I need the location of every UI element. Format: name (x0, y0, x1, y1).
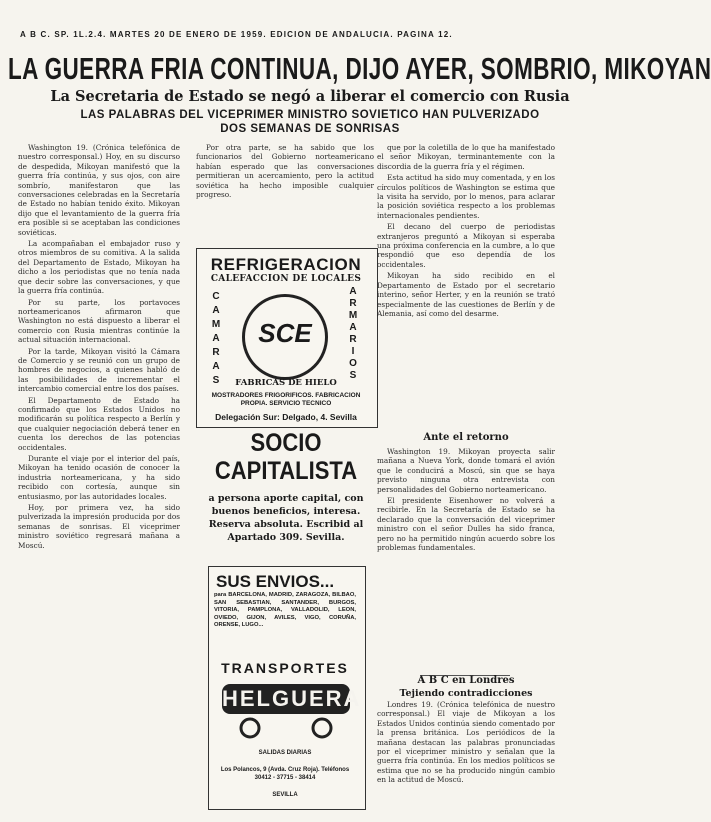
socio-body: a persona aporte capital, con buenos beneficios, interesa. Reserva absoluta. Escribid al Apartado 309. Sevilla. (208, 493, 364, 543)
envios-address: Los Polancos, 9 (Avda. Cruz Roja). Teléfonos 30412 - 37715 - 38414 (220, 767, 350, 781)
helguera-brand: HELGUERA (222, 686, 362, 711)
paragraph: Mikoyan ha sido recibido en el Departamento de Estado por el secretario interino, señor Herter, y en la reunión se trató especialmente de las cuestiones de Berlín y de Alemania, así como del desarme. (377, 271, 555, 318)
section-title-retorno: Ante el retorno (423, 432, 509, 443)
paragraph: Por la tarde, Mikoyan visitó la Cámara de Comercio y se reunió con un grupo de hombres de negocios, a quienes habló de las posibilidades de incrementar el intercambio comercial entre los dos países. (18, 346, 180, 394)
paragraph: El decano del cuerpo de periodistas extranjeros preguntó a Mikoyan si esperaba una próxima conferencia en la cumbre, a lo que respondió que eso dependía de los occidentales. (377, 222, 555, 269)
paragraph: Washington 19. (Crónica telefónica de nuestro corresponsal.) Hoy, en su discurso de despedida, Mikoyan manifestó que la guerra fría continúa, y sus ojos, con aire sombrío, manifestaron que las conversaciones celebradas en la Secretaría de Estado no habían tenido éxito. Mikoyan dijo que el levantamiento de la guerra fría era posible si se aceptaban las condiciones soviéticas. (18, 143, 180, 237)
armarios-vertical: A R M A R I O S (348, 286, 358, 381)
paragraph: Por otra parte, se ha sabido que los funcionarios del Gobierno norteamericano habían esperado que las conversaciones permitieran un acercamiento, pero la actitud soviética ha hecho imposible cualquier progreso. (196, 143, 374, 200)
paragraph: El Departamento de Estado ha confirmado que los Estados Unidos no modificarán su política respecto a Berlín y que cualquier negociación deberá tener en cuenta los derechos de las potencias occidentales. (18, 395, 180, 452)
subheadline: La Secretaria de Estado se negó a liberar el comercio con Rusia (50, 88, 570, 105)
retorno-column (377, 447, 555, 672)
calefaccion-subtitle: CALEFACCION DE LOCALES (210, 274, 362, 284)
capitalista-title: CAPITALISTA (214, 456, 358, 485)
transportes-label: TRANSPORTES (221, 660, 349, 676)
deck-line-1: LAS PALABRAS DEL VICEPRIMER MINISTRO SOVIETICO HAN PULVERIZADO (80, 109, 540, 121)
londres-column (377, 700, 555, 815)
article-column-3 (377, 143, 555, 430)
delegacion-line: Delegación Sur: Delgado, 4. Sevilla (215, 412, 357, 422)
paragraph: Esta actitud ha sido muy comentada, y en los círculos políticos de Washington se estima que la visita ha servido, por lo menos, para aclarar la posición soviética respecto a los problemas internacionales pendientes. (377, 173, 555, 220)
paragraph: Washington 19. Mikoyan proyecta salir mañana a Nueva York, donde tomará el avión que le conducirá a Moscú, sin que se haya previsto ninguna otra entrevista con personalidades del Gobierno norteamericano. (377, 447, 555, 494)
paragraph: Londres 19. (Crónica telefónica de nuestro corresponsal.) El viaje de Mikoyan a los Estados Unidos continúa siendo comentado por la prensa británica. Los periódicos de la mañana destacan las palabras pronunciadas por el viceprimer ministro y señalan que la guerra fría continúa. En los medios políticos se estima que no se ha producido ningún cambio en la actitud de Moscú. (377, 700, 555, 785)
paragraph: El presidente Eisenhower no volverá a recibirle. En la Secretaría de Estado se ha declarado que la conversación del viceprimer ministro con el señor Dulles ha sido franca, pero no ha permitido ningún acuerdo sobre los problemas fundamentales. (377, 496, 555, 553)
running-head: A B C. SP. 1L.2.4. MARTES 20 DE ENERO DE 1959. EDICION DE ANDALUCIA. PAGINA 12. (20, 30, 453, 39)
sce-logo: SCE (258, 318, 312, 348)
camaras-vertical: C A M A R A S (211, 291, 221, 386)
fabricas-hielo: FABRICAS DE HIELO (235, 378, 337, 388)
paragraph: Durante el viaje por el interior del país, Mikoyan ha tenido ocasión de conocer la industria norteamericana, y ha sido recibido con cortesía, aunque sin entusiasmo, por las autoridades locales. (18, 454, 180, 501)
section-title-londres: A B C en Londres (417, 675, 515, 686)
paragraph: que por la coletilla de lo que ha manifestado el señor Mikoyan, terminantemente con la discordia de la guerra fría y el régimen. (377, 143, 555, 171)
deck-line-2: DOS SEMANAS DE SONRISAS (220, 123, 400, 135)
paragraph: Hoy, por primera vez, ha sido pulverizada la impresión producida por dos semanas de sonrisas. El viceprimer ministro soviético regresará mañana a Moscú. (18, 503, 180, 550)
truck-wheels-icon (226, 716, 346, 740)
headline: LA GUERRA FRIA CONTINUA, DIJO AYER, SOMBRIO, MIKOYAN (8, 52, 711, 86)
salidas-diarias: SALIDAS DIARIAS (258, 750, 312, 756)
envios-cities: para BARCELONA, MADRID, ZARAGOZA, BILBAO, SAN SEBASTIAN, SANTANDER, BURGOS, VITORIA, PAMPLONA, VALLADOLID, LEON, OVIEDO, GIJON, AVILES, VIGO, CORUÑA, ORENSE, LUGO... (214, 592, 356, 628)
socio-title: SOCIO (250, 428, 322, 457)
deck (10, 108, 610, 136)
fabricacion-lines: MOSTRADORES FRIGORIFICOS. FABRICACION PROPIA. SERVICIO TECNICO (211, 392, 361, 407)
paragraph: La acompañaban el embajador ruso y otros miembros de su comitiva. A la salida del Departamento de Estado, Mikoyan ha dicho a los periodistas que no tenía nada que decir sobre las conversaciones, y que la guerra fría continúa. (18, 239, 180, 296)
article-column-1 (18, 143, 180, 815)
section-title-contradicciones: Tejiendo contradicciones (399, 688, 533, 699)
article-column-2 (196, 143, 374, 241)
envios-title: SUS ENVIOS... (216, 572, 335, 591)
refrigeracion-title: REFRIGERACION (210, 255, 362, 274)
envios-city: SEVILLA (272, 792, 298, 798)
paragraph: Por su parte, los portavoces norteamericanos afirmaron que Washington no está dispuesto a liberar el comercio con Rusia mientras continúe la actual situación internacional. (18, 297, 180, 345)
